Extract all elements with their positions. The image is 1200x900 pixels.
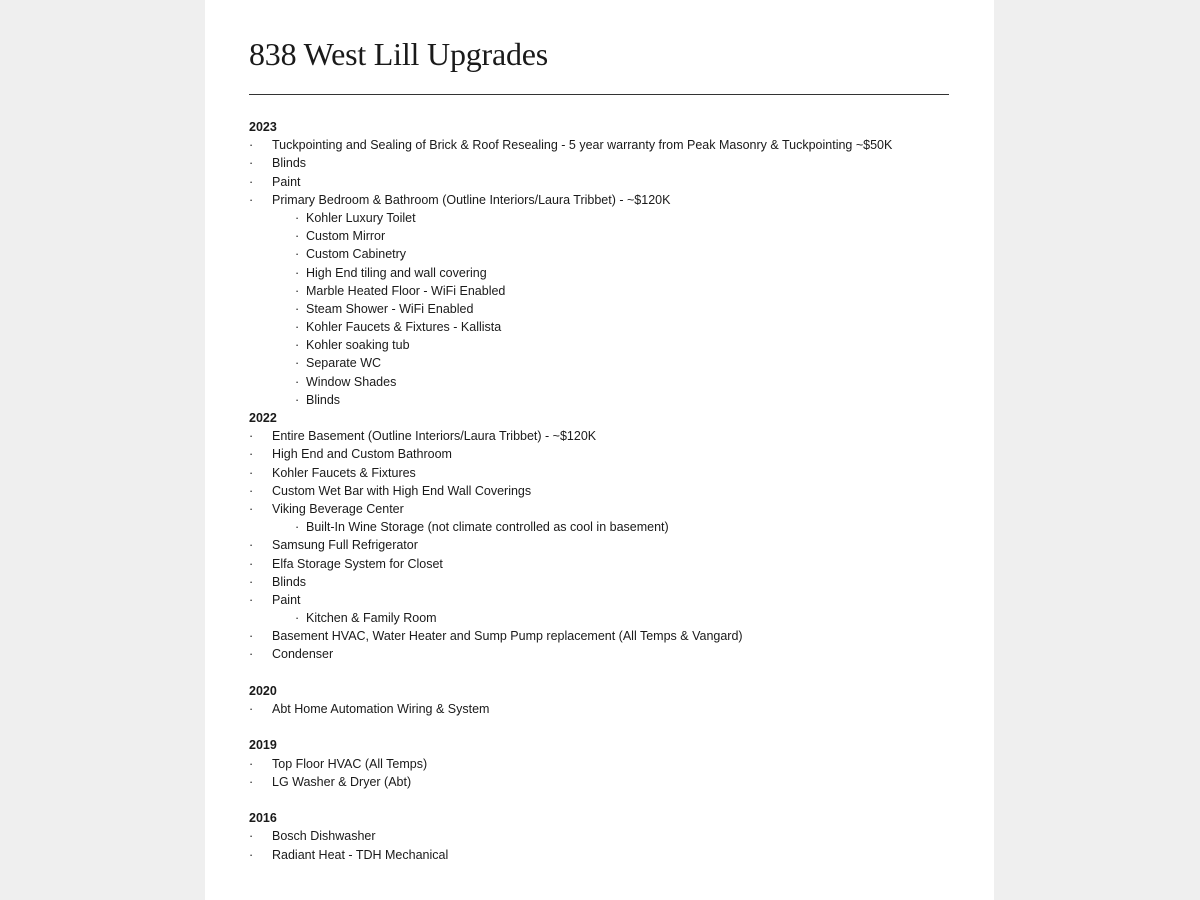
bullet-icon: · <box>249 702 254 716</box>
bullet-icon: · <box>249 465 254 480</box>
list-item <box>249 500 969 518</box>
list-item <box>249 645 969 663</box>
title-divider <box>249 94 949 95</box>
list-item-text: Condenser <box>272 647 334 662</box>
page-title: 838 West Lill Upgrades <box>249 36 549 72</box>
sub-list-item-text: Kitchen & Family Room <box>306 611 437 626</box>
list-item-text: Elfa Storage System for Closet <box>272 556 443 571</box>
bullet-icon: · <box>295 338 300 353</box>
sub-list-item-text: High End tiling and wall covering <box>306 265 487 280</box>
bullet-icon: · <box>295 520 300 535</box>
list-item <box>249 427 969 445</box>
bullet-icon: · <box>295 374 300 389</box>
list-item-text: Entire Basement (Outline Interiors/Laura Tribbet) - ~$120K <box>272 429 597 444</box>
bullet-icon: · <box>249 647 254 662</box>
bullet-icon: · <box>249 156 254 171</box>
bullet-icon: · <box>249 192 254 207</box>
list-item-text: Kohler Faucets & Fixtures <box>272 465 416 480</box>
sub-list-item-text: Separate WC <box>306 356 382 371</box>
sub-list-item <box>249 354 969 372</box>
document-page <box>205 0 994 900</box>
bullet-icon: · <box>249 483 254 498</box>
list-item <box>249 846 969 864</box>
sub-list-item-text: Kohler Luxury Toilet <box>306 210 416 225</box>
list-item-text: Paint <box>272 592 301 607</box>
sub-list-item <box>249 282 969 300</box>
sub-list-item <box>249 318 969 336</box>
list-item <box>249 827 969 845</box>
list-item <box>249 591 969 609</box>
bullet-icon: · <box>249 138 254 153</box>
list-item <box>249 445 969 463</box>
bullet-icon: · <box>249 829 254 844</box>
sub-list-item-text: Kohler soaking tub <box>306 338 410 353</box>
list-item <box>249 173 969 191</box>
list-item-text: Paint <box>272 174 301 189</box>
sub-list-item <box>249 245 969 263</box>
sub-list-item <box>249 336 969 354</box>
year-heading: 2022 <box>249 411 277 425</box>
sub-list-item-text: Blinds <box>306 392 341 407</box>
sub-list-item-text: Kohler Faucets & Fixtures - Kallista <box>306 320 502 335</box>
sub-list-item-text: Custom Cabinetry <box>306 247 407 262</box>
list-item-text: Tuckpointing and Sealing of Brick & Roof Resealing - 5 year warranty from Peak Masonry & Tuckpointing ~$50K <box>272 138 893 153</box>
list-item <box>249 536 969 554</box>
bullet-icon: · <box>295 392 300 407</box>
list-item <box>249 136 969 154</box>
bullet-icon: · <box>295 210 300 225</box>
sub-list-item <box>249 209 969 227</box>
sub-list-item <box>249 391 969 409</box>
sub-list-item-text: Window Shades <box>306 374 397 389</box>
bullet-icon: · <box>295 229 300 244</box>
list-item-text: Blinds <box>272 156 307 171</box>
sub-list-item <box>249 518 969 536</box>
year-heading: 2016 <box>249 811 277 826</box>
bullet-icon: · <box>295 356 300 371</box>
list-item <box>249 700 969 718</box>
list-item-text: LG Washer & Dryer (Abt) <box>272 774 412 789</box>
sub-list-item-text: Marble Heated Floor - WiFi Enabled <box>306 283 506 298</box>
bullet-icon: · <box>295 301 300 316</box>
list-item-text: Abt Home Automation Wiring & System <box>272 702 490 716</box>
sub-list-item <box>249 300 969 318</box>
bullet-icon: · <box>249 538 254 553</box>
list-item-text: Bosch Dishwasher <box>272 829 376 844</box>
bullet-icon: · <box>295 611 300 626</box>
sub-list-item <box>249 264 969 282</box>
list-item-text: Custom Wet Bar with High End Wall Coverings <box>272 483 532 498</box>
sub-list-item-text: Custom Mirror <box>306 229 386 244</box>
bullet-icon: · <box>249 592 254 607</box>
year-heading: 2020 <box>249 683 277 698</box>
sub-list-item <box>249 227 969 245</box>
bullet-icon: · <box>249 447 254 462</box>
list-item-text: High End and Custom Bathroom <box>272 447 452 462</box>
bullet-icon: · <box>249 501 254 516</box>
list-item <box>249 755 969 773</box>
sub-list-item <box>249 373 969 391</box>
list-item-text: Basement HVAC, Water Heater and Sump Pump replacement (All Temps & Vangard) <box>272 629 743 644</box>
upgrades-list <box>249 118 969 864</box>
section-spacer <box>249 791 969 809</box>
bullet-icon: · <box>249 756 254 771</box>
list-item-text: Samsung Full Refrigerator <box>272 538 418 553</box>
list-item-text: Blinds <box>272 574 307 589</box>
bullet-icon: · <box>295 320 300 335</box>
list-item <box>249 573 969 591</box>
sub-list-item-text: Built-In Wine Storage (not climate controlled as cool in basement) <box>306 520 669 535</box>
list-item-text: Viking Beverage Center <box>272 501 404 516</box>
list-item-text: Radiant Heat - TDH Mechanical <box>272 847 449 862</box>
bullet-icon: · <box>249 429 254 444</box>
list-item <box>249 154 969 172</box>
bullet-icon: · <box>249 629 254 644</box>
year-heading: 2023 <box>249 120 277 134</box>
bullet-icon: · <box>295 265 300 280</box>
section-spacer <box>249 718 969 736</box>
list-item <box>249 627 969 645</box>
section-spacer <box>249 664 969 682</box>
list-item <box>249 555 969 573</box>
bullet-icon: · <box>249 174 254 189</box>
list-item <box>249 773 969 791</box>
list-item <box>249 482 969 500</box>
list-item <box>249 191 969 209</box>
bullet-icon: · <box>295 247 300 262</box>
bullet-icon: · <box>249 556 254 571</box>
list-item-text: Top Floor HVAC (All Temps) <box>272 756 428 771</box>
list-item-text: Primary Bedroom & Bathroom (Outline Interiors/Laura Tribbet) - ~$120K <box>272 192 671 207</box>
bullet-icon: · <box>249 847 254 862</box>
bullet-icon: · <box>295 283 300 298</box>
bullet-icon: · <box>249 774 254 789</box>
year-heading: 2019 <box>249 738 277 753</box>
sub-list-item <box>249 609 969 627</box>
sub-list-item-text: Steam Shower - WiFi Enabled <box>306 301 474 316</box>
list-item <box>249 464 969 482</box>
bullet-icon: · <box>249 574 254 589</box>
